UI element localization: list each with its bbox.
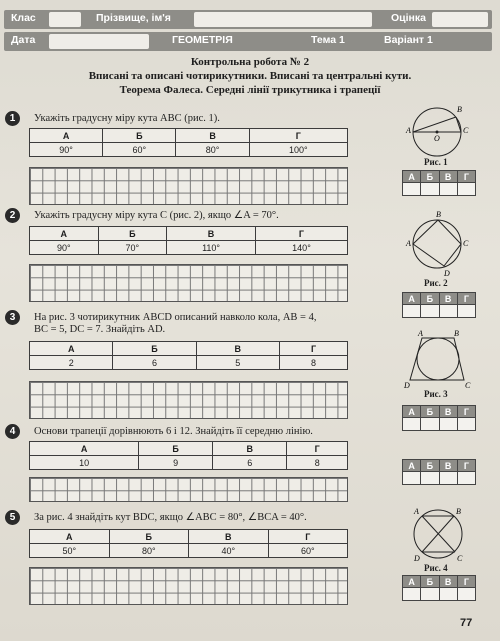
option-letter: В (176, 129, 249, 143)
option-value[interactable]: 5 (196, 356, 279, 370)
surname-field[interactable] (194, 12, 372, 27)
answer-letter: Г (457, 171, 475, 183)
option-value[interactable]: 6 (213, 456, 287, 470)
option-letter: Б (109, 530, 189, 544)
option-value[interactable]: 90° (30, 241, 99, 255)
option-value[interactable]: 9 (139, 456, 213, 470)
figure-2-diagram (400, 208, 480, 280)
task-5-answer-box (402, 575, 476, 601)
answer-cell[interactable] (439, 472, 457, 485)
point-label: B (454, 329, 459, 338)
point-label: D (414, 554, 420, 563)
task-3-text-line1: На рис. 3 чотирикутник ABCD описаний навколо кола, AB = 4, (34, 312, 317, 323)
option-value[interactable]: 60° (103, 143, 176, 157)
figure-3-caption: Рис. 3 (424, 389, 448, 399)
class-field[interactable] (49, 12, 81, 27)
answer-letter: Б (421, 293, 439, 305)
answer-letter: А (403, 460, 421, 472)
answer-cell[interactable] (457, 305, 475, 318)
task-1-options (29, 128, 348, 157)
point-label: A (418, 329, 423, 338)
option-letter: В (167, 227, 256, 241)
grade-label: Оцінка (391, 12, 426, 24)
answer-letter: А (403, 406, 421, 418)
surname-label: Прізвище, ім'я (96, 12, 171, 24)
option-value[interactable]: 8 (287, 456, 348, 470)
test-topic-line1: Вписані та описані чотирикутники. Вписані та центральні кути. (88, 70, 412, 82)
task-3-work-grid[interactable] (29, 381, 348, 419)
option-value[interactable]: 8 (280, 356, 348, 370)
answer-cell[interactable] (439, 418, 457, 431)
option-value[interactable]: 110° (167, 241, 256, 255)
answer-cell[interactable] (403, 472, 421, 485)
option-value[interactable]: 40° (189, 544, 269, 558)
option-value[interactable]: 80° (109, 544, 189, 558)
task-2-options (29, 226, 348, 255)
answer-letter: Б (421, 406, 439, 418)
point-label: A (406, 239, 411, 248)
point-label: A (406, 126, 411, 135)
point-label: B (436, 210, 441, 219)
option-value[interactable]: 80° (176, 143, 249, 157)
option-letter: Г (249, 129, 347, 143)
answer-cell[interactable] (457, 472, 475, 485)
class-label: Клас (11, 12, 36, 24)
option-value[interactable]: 60° (268, 544, 348, 558)
option-letter: Б (103, 129, 176, 143)
answer-letter: В (439, 171, 457, 183)
answer-cell[interactable] (421, 418, 439, 431)
answer-letter: Г (457, 293, 475, 305)
figure-1-caption: Рис. 1 (424, 157, 448, 167)
answer-cell[interactable] (403, 305, 421, 318)
option-letter: Г (287, 442, 348, 456)
point-label: D (404, 381, 410, 390)
option-letter: А (30, 442, 139, 456)
grade-field[interactable] (432, 12, 488, 27)
point-label: C (463, 239, 469, 248)
option-value[interactable]: 50° (30, 544, 110, 558)
task-1-answer-box (402, 170, 476, 196)
point-label: C (465, 381, 471, 390)
test-title: Контрольна робота № 2 (190, 56, 310, 68)
answer-cell[interactable] (421, 588, 439, 601)
answer-cell[interactable] (421, 305, 439, 318)
option-value[interactable]: 10 (30, 456, 139, 470)
answer-cell[interactable] (403, 183, 421, 196)
answer-letter: А (403, 171, 421, 183)
answer-letter: А (403, 293, 421, 305)
option-letter: А (30, 129, 103, 143)
task-number: 3 (5, 310, 20, 325)
figure-4-diagram (400, 504, 480, 564)
subject-label: ГЕОМЕТРІЯ (172, 34, 233, 46)
test-topic-line2: Теорема Фалеса. Середні лінії трикутника і трапеції (119, 84, 381, 96)
task-number: 1 (5, 111, 20, 126)
answer-letter: Г (457, 406, 475, 418)
task-5-work-grid[interactable] (29, 567, 348, 605)
answer-cell[interactable] (421, 472, 439, 485)
task-3-options (29, 341, 348, 370)
option-letter: Б (139, 442, 213, 456)
answer-letter: Г (457, 576, 475, 588)
option-letter: Г (255, 227, 347, 241)
answer-letter: Б (421, 171, 439, 183)
task-5-options (29, 529, 348, 558)
answer-cell[interactable] (403, 588, 421, 601)
task-3-text-line2: BC = 5, DC = 7. Знайдіть AD. (34, 324, 166, 335)
option-letter: Г (268, 530, 348, 544)
header-bar-bottom (4, 32, 492, 51)
header-bar-top (4, 10, 492, 29)
task-2-text: Укажіть градусну міру кута C (рис. 2), якщо ∠A = 70°. (34, 210, 279, 221)
point-label: C (463, 126, 469, 135)
answer-letter: А (403, 576, 421, 588)
figure-3-diagram (400, 328, 480, 390)
answer-cell[interactable] (439, 588, 457, 601)
point-label: B (456, 507, 461, 516)
point-label: A (414, 507, 419, 516)
date-field[interactable] (49, 34, 149, 49)
answer-letter: В (439, 406, 457, 418)
date-label: Дата (11, 34, 36, 46)
answer-letter: В (439, 293, 457, 305)
page-number: 77 (460, 617, 473, 629)
answer-cell[interactable] (421, 183, 439, 196)
figure-1-diagram (400, 100, 480, 162)
answer-cell[interactable] (457, 183, 475, 196)
answer-letter: Б (421, 576, 439, 588)
task-number: 2 (5, 208, 20, 223)
option-letter: В (213, 442, 287, 456)
point-label: C (457, 554, 463, 563)
answer-cell[interactable] (403, 418, 421, 431)
option-letter: В (196, 342, 279, 356)
option-letter: А (30, 530, 110, 544)
option-value[interactable]: 70° (98, 241, 167, 255)
answer-cell[interactable] (457, 588, 475, 601)
option-value[interactable]: 140° (255, 241, 347, 255)
answer-letter: Б (421, 460, 439, 472)
figure-4-caption: Рис. 4 (424, 563, 448, 573)
option-letter: В (189, 530, 269, 544)
option-value[interactable]: 100° (249, 143, 347, 157)
option-letter: Б (98, 227, 167, 241)
answer-cell[interactable] (457, 418, 475, 431)
option-value[interactable]: 2 (30, 356, 113, 370)
task-4-text: Основи трапеції дорівнюють 6 і 12. Знайдіть її середню лінію. (34, 426, 313, 437)
task-3-answer-box (402, 405, 476, 431)
answer-letter: В (439, 460, 457, 472)
answer-cell[interactable] (439, 183, 457, 196)
task-2-answer-box (402, 292, 476, 318)
task-4-options (29, 441, 348, 470)
topic-label: Тема 1 (311, 34, 345, 46)
task-4-answer-box (402, 459, 476, 485)
option-value[interactable]: 90° (30, 143, 103, 157)
point-label: B (457, 105, 462, 114)
task-4-work-grid[interactable] (29, 477, 348, 502)
option-value[interactable]: 6 (113, 356, 196, 370)
task-5-text: За рис. 4 знайдіть кут BDC, якщо ∠ABC = 80°, ∠BCA = 40°. (34, 512, 307, 523)
task-number: 5 (5, 510, 20, 525)
task-1-work-grid[interactable] (29, 167, 348, 205)
variant-label: Варіант 1 (384, 34, 433, 46)
point-label: D (444, 269, 450, 278)
option-letter: Б (113, 342, 196, 356)
task-1-text: Укажіть градусну міру кута ABC (рис. 1). (34, 113, 220, 124)
task-number: 4 (5, 424, 20, 439)
option-letter: А (30, 342, 113, 356)
answer-letter: Г (457, 460, 475, 472)
answer-letter: В (439, 576, 457, 588)
option-letter: Г (280, 342, 348, 356)
figure-2-caption: Рис. 2 (424, 278, 448, 288)
answer-cell[interactable] (439, 305, 457, 318)
task-2-work-grid[interactable] (29, 264, 348, 302)
option-letter: А (30, 227, 99, 241)
point-label: O (434, 134, 440, 143)
